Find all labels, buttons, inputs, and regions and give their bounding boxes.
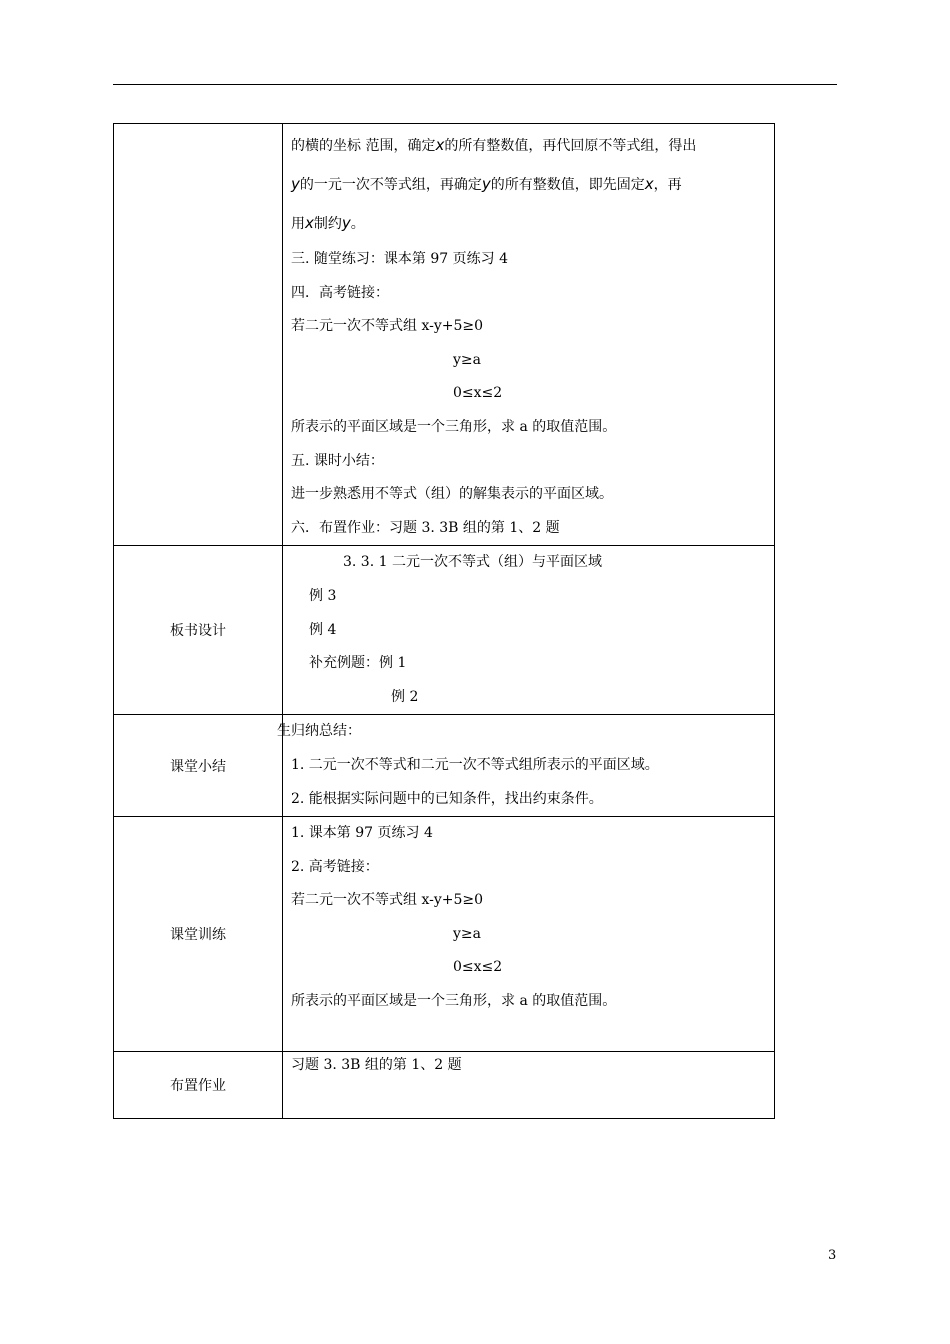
homework-title: 六．布置作业：习题 3. 3B 组的第 1、2 题 xyxy=(291,519,560,536)
training-item: 1. 课本第 97 页练习 4 xyxy=(291,825,433,842)
training-content xyxy=(283,817,775,1052)
row-class-summary xyxy=(114,715,775,817)
board-design-content xyxy=(283,546,775,715)
row-continuation xyxy=(114,124,775,546)
board-design-label: 板书设计 xyxy=(114,546,283,715)
training-inequality-intro: 若二元一次不等式组 x-y+5≥0 xyxy=(291,892,484,909)
class-summary-content xyxy=(277,715,775,817)
board-item: 例 3 xyxy=(309,587,337,604)
assignment-text: 习题 3. 3B 组的第 1、2 题 xyxy=(291,1057,462,1074)
text-line: y的一元一次不等式组，再确定y的所有整数值，即先固定x，再 xyxy=(291,175,682,193)
text-line: 的横的坐标 范围，确定x的所有整数值，再代回原不等式组，得出 xyxy=(291,136,697,154)
inequality-intro: 若二元一次不等式组 x-y+5≥0 xyxy=(291,318,484,335)
row-training xyxy=(114,817,775,1052)
practice-line: 三. 随堂练习：课本第 97 页练习 4 xyxy=(291,251,508,267)
summary-title: 五. 课时小结： xyxy=(291,452,384,469)
training-label: 课堂训练 xyxy=(114,817,283,1052)
row-assignment xyxy=(114,1052,775,1119)
board-item: 补充例题：例 1 xyxy=(309,655,407,672)
gaokao-title: 四．高考链接： xyxy=(291,284,389,301)
content-continuation xyxy=(283,124,775,546)
inequality-2: y≥a xyxy=(453,351,481,368)
class-summary-item: 2. 能根据实际问题中的已知条件，找出约束条件。 xyxy=(291,790,603,807)
inequality-3: 0≤x≤2 xyxy=(453,385,503,402)
assignment-content xyxy=(283,1052,775,1119)
class-summary-item: 1. 二元一次不等式和二元一次不等式组所表示的平面区域。 xyxy=(291,756,659,773)
class-summary-intro: 生归纳总结： xyxy=(277,723,361,740)
lesson-plan-table xyxy=(113,123,775,1119)
inequality-question: 所表示的平面区域是一个三角形，求 a 的取值范围。 xyxy=(291,418,617,435)
training-question: 所表示的平面区域是一个三角形，求 a 的取值范围。 xyxy=(291,993,617,1010)
training-inequality-2: y≥a xyxy=(453,925,481,942)
label-cell-empty xyxy=(114,124,283,546)
training-inequality-3: 0≤x≤2 xyxy=(453,959,503,976)
row-board-design xyxy=(114,546,775,715)
assignment-label: 布置作业 xyxy=(114,1052,283,1119)
text-line: 用x制约y。 xyxy=(291,214,365,232)
header-rule xyxy=(113,84,837,85)
page-number: 3 xyxy=(828,1248,837,1263)
summary-text: 进一步熟悉用不等式（组）的解集表示的平面区域。 xyxy=(291,486,613,503)
training-item: 2. 高考链接： xyxy=(291,858,379,875)
board-title: 3. 3. 1 二元一次不等式（组）与平面区域 xyxy=(343,554,602,571)
board-item: 例 4 xyxy=(309,621,337,638)
board-item: 例 2 xyxy=(391,688,419,705)
class-summary-label: 课堂小结 xyxy=(114,715,283,817)
